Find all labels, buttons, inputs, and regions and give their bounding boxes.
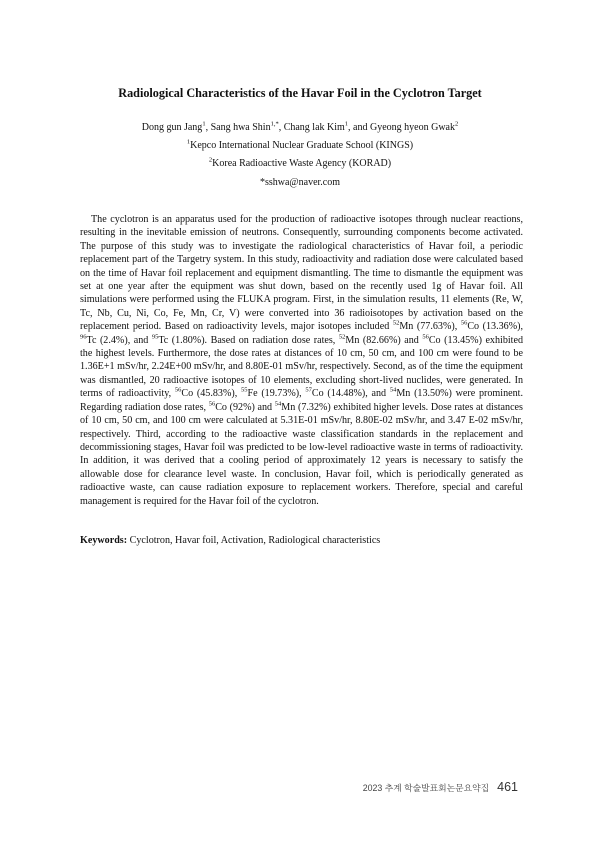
isotope-mass-number: 95: [151, 333, 159, 341]
keywords: [80, 535, 523, 546]
author-affiliation-mark: 1,*: [270, 120, 279, 128]
author-name: Sang hwa Shin: [210, 122, 271, 133]
isotope-mass-number: 54: [274, 400, 282, 408]
isotope-mass-number: 56: [422, 333, 429, 341]
abstract-segment: Co (13.45%) exhibited the highest levels. Furthermore, the dose rates at distances of 10 cm, 50 cm, and 100 cm were found to be 1.36E+1 mSv/hr, 2.24E+00 mSv/hr, and 8.80E-01 mSv/hr, respectively. Second, as of the time the equipment was dismantled, 20 radioactive isotopes of 10 elements, excluding short-lived nuclides, were generated. In terms of radioactivity,: [80, 334, 524, 400]
isotope-mass-number: 52: [392, 319, 400, 327]
paper-title: Radiological Characteristics of the Havar Foil in the Cyclotron Target: [118, 86, 482, 100]
corresponding-email: *sshwa@naver.com: [259, 177, 341, 188]
author-name: Chang lak Kim: [283, 122, 345, 133]
abstract-segment: Tc (2.4%), and: [86, 334, 152, 346]
isotope-mass-number: 56: [208, 400, 216, 408]
affiliation: [0, 140, 600, 151]
isotope-mass-number: 52: [338, 333, 346, 341]
abstract-segment: Fe (19.73%),: [247, 388, 306, 400]
isotope-mass-number: 96: [80, 333, 87, 341]
abstract-segment: Mn (77.63%),: [399, 321, 461, 333]
author-list: Dong gun Jang$^1$, Sang hwa Shin$^{1,*}$, Chang lak Kim$^1$, and Gyeong hyeon Gwak$^2$: [141, 120, 459, 133]
abstract-segment: Co (92%) and: [215, 401, 275, 413]
abstract-segment: Mn (7.32%) exhibited higher levels. Dose rates at distances of 10 cm, 50 cm, and 100 cm were calculated at 5.31E-01 mSv/hr, 8.80E-02 mSv/hr, and 3.47 E-02 mSv/hr, respectively. Third, according to the radioactive waste classification standards in the replacement and decommissioning stages, Havar foil was predicted to be low-level radioactive waste in terms of radioactivity. In addition, it was derived that a cooling period of approximately 12 years is necessary to satisfy the allowable dose for clearance level waste. In conclusion, Havar foil, which is periodically generated as radioactive waste, can cause radiation exposure to replacement workers. Therefore, special and careful management is required for the Havar foil of the cyclotron.: [80, 401, 523, 507]
isotope-mass-number: 55: [241, 386, 248, 394]
author-name: Dong gun Jang: [141, 122, 203, 133]
affiliation-text: Korea Radioactive Waste Agency (KORAD): [212, 158, 392, 169]
abstract-segment: Co (13.36%),: [467, 321, 524, 333]
abstract-segment: Co (45.83%),: [181, 388, 241, 400]
keywords-label: Keywords:: [80, 535, 128, 546]
page-footer: [363, 780, 518, 794]
affiliation-text: Kepco International Nuclear Graduate School (KINGS): [190, 140, 414, 151]
page-number: 461: [497, 780, 518, 794]
isotope-mass-number: 57: [305, 386, 312, 394]
author-name: Gyeong hyeon Gwak: [370, 122, 455, 133]
author-affiliation-mark: 2: [454, 120, 459, 128]
abstract-segment: Tc (1.80%). Based on radiation dose rates,: [158, 334, 339, 346]
author-affiliation-mark: 1: [202, 120, 206, 128]
abstract-segment: The cyclotron is an apparatus used for the production of radioactive isotopes through nuclear reactions, resulting in the inevitable emission of neutrons. Consequently, surrounding components become activated. The purpose of this study was to investigate the radiological characteristics of Havar foil, a periodic replacement part of the Targetry system. In this study, radioactivity and radiation dose were calculated based on the time of Havar foil replacement and equipment dismantling. The time to dismantle the equipment was set at one year after the equipment was shut down, based on the recently used 1g of Havar foil. All simulations were performed using the FLUKA program. First, in the simulation results, 11 elements (Re, W, Tc, Nb, Cu, Ni, Co, Fe, Mn, Cr, V) were converted into 36 radioisotopes by activation based on the replacement period. Based on radioactivity levels, major isotopes included: [80, 214, 523, 333]
affiliation-mark: 2: [208, 156, 213, 164]
abstract-segment: Mn (82.66%) and: [345, 334, 423, 346]
keywords-list: Cyclotron, Havar foil, Activation, Radiological characteristics: [129, 535, 381, 546]
isotope-mass-number: 56: [460, 319, 468, 327]
abstract-segment: Mn (13.50%) were prominent. Regarding radiation dose rates,: [80, 388, 523, 413]
isotope-mass-number: 54: [389, 386, 397, 394]
abstract-segment: Co (14.48%), and: [311, 388, 390, 400]
abstract-text: [80, 213, 523, 508]
affiliation: [0, 158, 600, 169]
isotope-mass-number: 56: [174, 386, 182, 394]
affiliation-mark: 1: [186, 138, 191, 146]
conference-name: 2023 추계 학술발표회논문요약집: [362, 783, 490, 793]
author-affiliation-mark: 1: [344, 120, 349, 128]
